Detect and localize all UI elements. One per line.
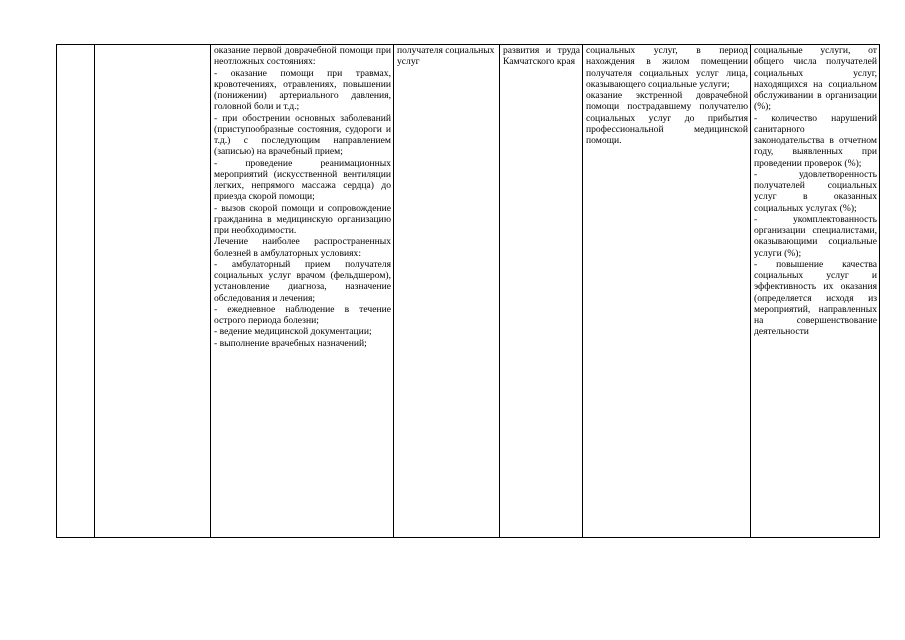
recipient-text: получателя социальных услуг [397, 45, 495, 68]
indicator-paragraph: - удовлетворенность получателей социальных услуг в оказанных социальных услугах (%); [754, 168, 877, 214]
indicators-cell [751, 45, 880, 538]
service-paragraph: - ежедневное наблюдение в течение острого периода болезни; [214, 303, 391, 326]
number-cell [57, 45, 95, 538]
indicator-paragraph: социальные услуги, от общего числа получателей социальных услуг, находящихся на социальном обслуживании в организации (%); [754, 45, 877, 113]
service-paragraph: - проведение реанимационных мероприятий (искусственной вентиляции легких, непрямого массажа сердца) до приезда скорой помощи; [214, 157, 391, 203]
indicator-paragraph: - повышение качества социальных услуг и эффективность их оказания (определяется исходя из мероприятий, направленных на совершенствование деятельности [754, 258, 877, 338]
table-row [57, 45, 880, 538]
service-paragraph: - амбулаторный прием получателя социальных услуг врачом (фельдшером), установление диагноза, назначение обследования и лечения; [214, 258, 391, 304]
service-paragraph: - оказание помощи при травмах, кровотечениях, отравлениях, повышении (понижении) артериального давления, головной боли и т.д.; [214, 67, 391, 113]
ministry-cell [500, 45, 583, 538]
recipient-cell [394, 45, 500, 538]
indicator-paragraph: - укомплектованность организации специалистами, оказывающими социальные услуги (%); [754, 213, 877, 259]
service-paragraph: - при обострении основных заболеваний (приступообразные состояния, судороги и т.д.) с последующим направлением (записью) на врачебный прием; [214, 112, 391, 158]
service-paragraph: оказание первой доврачебной помощи при неотложных состояниях: [214, 45, 391, 68]
conditions-cell [583, 45, 751, 538]
service-description-cell [211, 45, 394, 538]
ministry-text: развития и труда Камчатского края [503, 45, 580, 68]
service-paragraph: - вызов скорой помощи и сопровождение гражданина в медицинскую организацию при необходимости. [214, 202, 391, 236]
service-paragraph: Лечение наиболее распространенных болезней в амбулаторных условиях: [214, 236, 391, 259]
services-table [56, 44, 880, 538]
conditions-paragraph: социальных услуг, в период нахождения в жилом помещении получателя социальных услуг лица, оказывающего социальные услуги; [586, 45, 748, 90]
indicator-paragraph: - количество нарушений санитарного законодательства в отчетном году, выявленных при проведении проверок (%); [754, 112, 877, 169]
conditions-paragraph: оказание экстренной доврачебной помощи пострадавшему получателю социальных услуг до прибытия профессиональной медицинской помощи. [586, 90, 748, 146]
service-paragraph: - ведение медицинской документации; [214, 326, 372, 338]
service-paragraph: - выполнение врачебных назначений; [214, 337, 367, 349]
service-name-cell [95, 45, 211, 538]
